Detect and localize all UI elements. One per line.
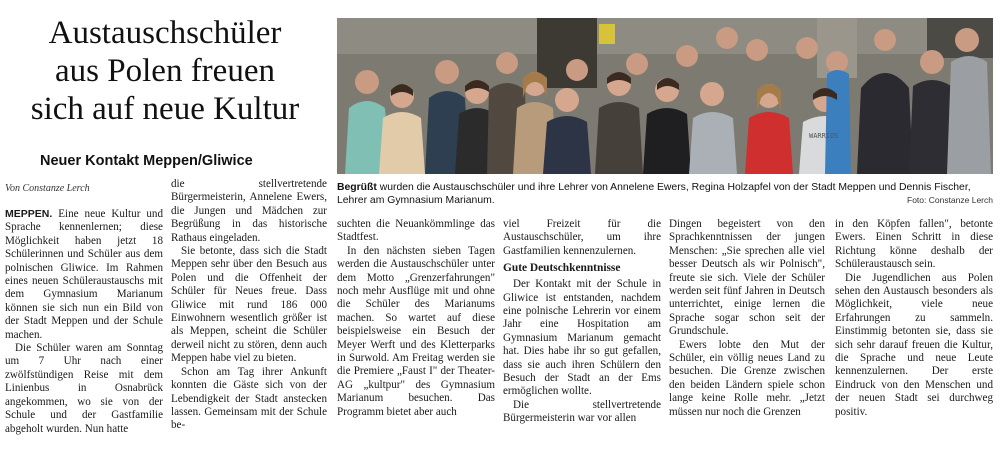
- headline-line-2: aus Polen freuen: [55, 53, 275, 89]
- group-photo-illustration: [337, 18, 993, 174]
- paragraph: Ewers lobte den Mut der Schüler, ein völlig neues Land zu besuchen. Die Grenze zwischen den beiden Ländern spiele schon lange keine Rolle mehr. „Jetzt müssen nur noch die Grenzen: [669, 338, 825, 418]
- paragraph: Sie betonte, dass sich die Stadt Meppen sehr über den Besuch aus Polen und die Offenheit der Schüler für Neues freue. Dass Gliwice mit rund 186 000 Einwohnern wesentlich größer ist als Meppen, scheint die Schüler derweil nicht zu stören, denn auch Meppen habe viel zu bieten.: [171, 245, 327, 365]
- article-byline: Von Constanze Lerch: [5, 183, 90, 194]
- photo-credit: Foto: Constanze Lerch: [907, 195, 993, 205]
- paragraph: suchten die Neuankömmlinge das Stadtfest.: [337, 218, 495, 244]
- dateline: MEPPEN.: [5, 208, 53, 220]
- article-column-4: [503, 218, 661, 458]
- paragraph: Die Jugendlichen aus Polen sehen den Austausch besonders als Möglichkeit, viele neue Erfahrungen zu sammeln. Einstimmig betonten sie, dass sie sich sehr darauf freuen die Kultur, die Sprache und neue Leute kennenzulernen. Der erste Eindruck von den Menschen und der neuen Stadt sei durchweg positiv.: [835, 271, 993, 418]
- headline-line-1: Austauschschüler: [48, 15, 282, 51]
- paragraph: die stellvertretende Bürgermeisterin, Annelene Ewers, die Jungen und Mädchen zur Begrüßung in das historische Rathaus eingeladen.: [171, 178, 327, 244]
- door-sign: [599, 24, 615, 44]
- paragraph: In den nächsten sieben Tagen werden die Austauschschüler unter dem Motto „Grenzerfahrungen" noch mehr Ausflüge mit und ohne die Schüler des Marianums machen. So wartet auf diese beispielsweise ein Besuch der Meyer Werft und des Kletterparks in Surwold. Am Freitag werden sie die Premiere „Faust I" der Theater-AG „kultpur" des Gymnasium Marianum besuchen. Das Programm bietet aber auch: [337, 244, 495, 418]
- group-photo: [337, 18, 993, 174]
- article-column-6: [835, 218, 993, 458]
- article-headline: [4, 14, 326, 128]
- article-column-5: [669, 218, 825, 458]
- photo-caption: [337, 181, 993, 207]
- paragraph: Die stellvertretende Bürgermeisterin war vor allen: [503, 398, 661, 425]
- article-column-2: [171, 178, 327, 458]
- paragraph: Schon am Tag ihrer Ankunft konnten die Gäste sich von der Lebendigkeit der Stadt anstecken lassen. Gemeinsam mit der Schule be-: [171, 365, 327, 432]
- article-column-3: [337, 218, 495, 458]
- headline-line-3: sich auf neue Kultur: [30, 91, 300, 127]
- paragraph: viel Freizeit für die Austauschschüler, um ihre Gastfamilien kennenzulernen.: [503, 218, 661, 257]
- section-heading: Gute Deutschkenntnisse: [503, 262, 621, 275]
- paragraph: Dingen begeistert von den Sprachkenntnissen der jungen Menschen: „Sie sprechen alle viel besser Deutsch als wir Polnisch", freute sie sich. Viele der Schüler werden seit fünf Jahren in Deutsch unterrichtet, einige lernen die Sprache sogar schon seit der Grundschule.: [669, 218, 825, 338]
- article-column-1: [5, 208, 163, 458]
- paragraph: in den Köpfen fallen", betonte Ewers. Einen Schritt in diese Richtung könne deshalb der Schüleraustausch sein.: [835, 218, 993, 271]
- paragraph: Die Schüler waren am Sonntag um 7 Uhr nach einer zwölfstündigen Reise mit dem Linienbus in Osnabrück angekommen, wo sie von der Schule und der Gastfamilie abgeholt wurden. Nun hatte: [5, 342, 163, 435]
- caption-lead: Begrüßt: [337, 182, 377, 193]
- caption-text: wurden die Austauschschüler und ihre Lehrer von Annelene Ewers, Regina Holzapfel von der Stadt Meppen und Dennis Fischer, Lehrer am Gymnasium Marianum.: [337, 182, 971, 206]
- paragraph: Der Kontakt mit der Schule in Gliwice ist entstanden, nachdem eine polnische Lehrerin vor einem Jahr eine Hospitation am Gymnasium Marianum gemacht hat. Dies habe ihr so gut gefallen, dass sie auch ihren Schülern den Besuch der Stadt an der Ems ermöglichen wollte.: [503, 278, 661, 398]
- paragraph-text: Eine neue Kultur und Sprache kennenlernen; diese Möglichkeit haben jetzt 18 Schülerinnen und Schüler aus dem polnischen Gliwice. Im Rahmen eines neuen Schüleraustauschs mit dem Gymnasium Marianum können sie sich nun ein Bild von der Stadt Meppen und der Schule machen.: [5, 208, 163, 341]
- article-subheadline: Neuer Kontakt Meppen/Gliwice: [40, 153, 253, 169]
- shirt-print: WARRIOS: [809, 132, 839, 140]
- paragraph: [5, 208, 163, 342]
